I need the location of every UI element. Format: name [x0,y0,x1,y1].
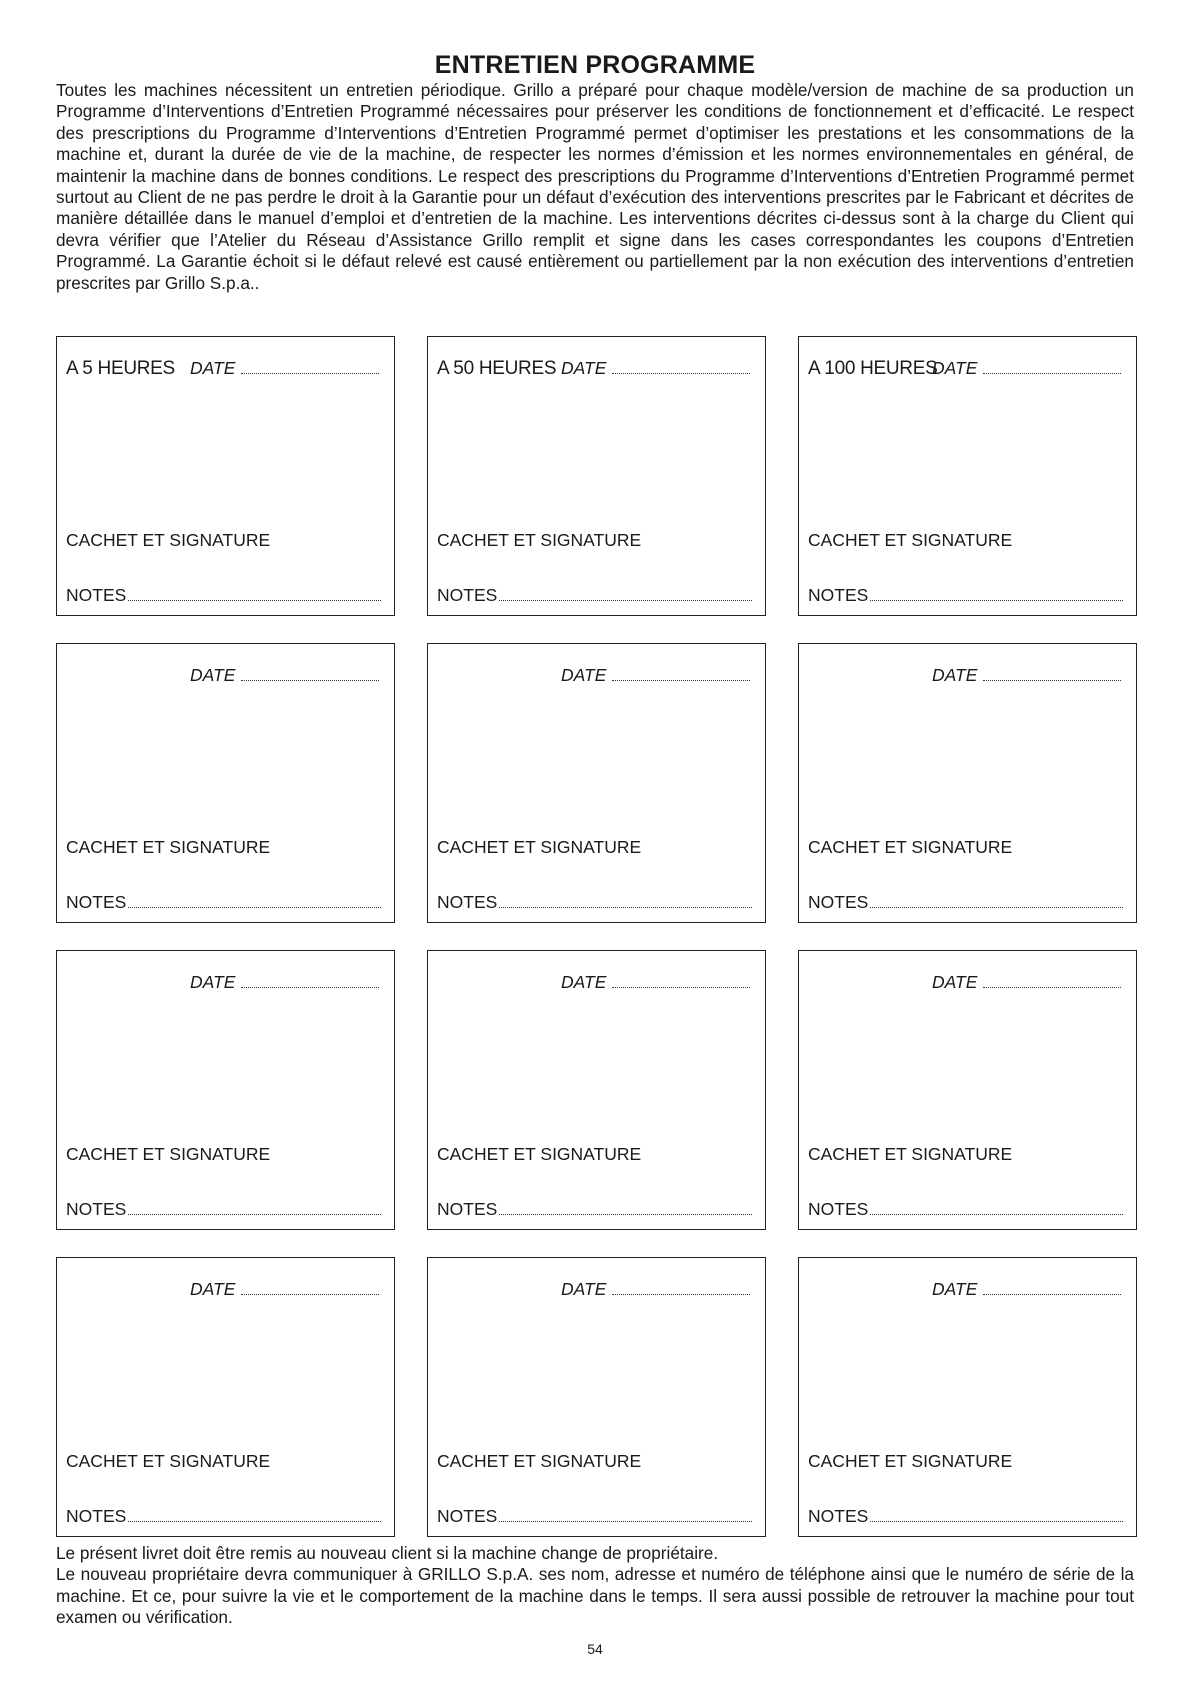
date-field[interactable] [983,986,1121,988]
notes-field[interactable] [870,1213,1123,1215]
date-field[interactable] [983,372,1121,374]
notes-field[interactable] [870,1520,1123,1522]
maintenance-coupon [427,336,766,616]
coupon-header [808,357,1127,381]
signature-label: CACHET ET SIGNATURE [808,837,1013,857]
date-label: DATE [561,972,607,992]
signature-label: CACHET ET SIGNATURE [437,837,642,857]
date-label: DATE [932,358,978,378]
notes-label: NOTES [808,892,869,912]
notes-label: NOTES [437,585,498,605]
maintenance-coupon [798,643,1137,923]
signature-label: CACHET ET SIGNATURE [66,1144,271,1164]
notes-row [437,892,756,913]
coupon-hours: A 50 HEURES [437,358,557,379]
maintenance-coupon [798,336,1137,616]
notes-row [66,585,385,606]
notes-label: NOTES [808,1199,869,1219]
outro-line-2: Le nouveau propriétaire devra communiquer à GRILLO S.p.A. ses nom, adresse et numéro de téléphone ainsi que le numéro de série de la machine. Et ce, pour suivre la vie et le comportement de la machine dans le temps. Il sera aussi possible de retrouver la machine pour tout examen ou vérification. [56,1564,1134,1628]
maintenance-coupon [427,1257,766,1537]
notes-label: NOTES [437,892,498,912]
notes-row [808,892,1127,913]
notes-label: NOTES [808,1506,869,1526]
date-field[interactable] [983,679,1121,681]
maintenance-coupon [427,950,766,1230]
maintenance-coupon [56,1257,395,1537]
maintenance-coupon [798,1257,1137,1537]
outro-line-1: Le présent livret doit être remis au nouveau client si la machine change de propriétaire. [56,1543,719,1563]
signature-label: CACHET ET SIGNATURE [437,530,642,550]
date-label: DATE [561,1279,607,1299]
notes-label: NOTES [66,585,127,605]
date-field[interactable] [241,679,379,681]
notes-label: NOTES [66,1506,127,1526]
coupon-header [437,1278,756,1302]
notes-label: NOTES [66,1199,127,1219]
signature-label: CACHET ET SIGNATURE [66,1451,271,1471]
page-title: ENTRETIEN PROGRAMME [434,51,756,79]
coupon-header [437,971,756,995]
coupon-header [808,1278,1127,1302]
coupon-hours: A 5 HEURES [66,358,175,379]
notes-row [66,1199,385,1220]
notes-field[interactable] [499,599,752,601]
date-field[interactable] [612,372,750,374]
notes-field[interactable] [128,1520,381,1522]
coupon-header [808,664,1127,688]
coupon-header [808,971,1127,995]
date-label: DATE [190,972,236,992]
signature-label: CACHET ET SIGNATURE [437,1144,642,1164]
notes-row [437,1199,756,1220]
notes-label: NOTES [437,1506,498,1526]
coupon-header [66,1278,385,1302]
signature-label: CACHET ET SIGNATURE [437,1451,642,1471]
maintenance-coupon [56,643,395,923]
date-field[interactable] [241,1293,379,1295]
date-label: DATE [190,665,236,685]
maintenance-coupon [798,950,1137,1230]
intro-paragraph: Toutes les machines nécessitent un entretien périodique. Grillo a préparé pour chaque modèle/version de machine de sa production un Programme d’Interventions d’Entretien Programmé nécessaires pour préserver les conditions de fonctionnement et d’efficacité. Le respect des prescriptions du Programme d’Interventions d’Entretien Programmé permet d’optimiser les prestations et les consommations de la machine et, durant la durée de vie de la machine, de respecter les normes d’émission et les normes environnementales en général, de maintenir la machine dans de bonnes conditions. Le respect des prescriptions du Programme d’Interventions d’Entretien Programmé permet surtout au Client de ne pas perdre le droit à la Garantie pour un défaut d’exécution des interventions prescrites par le Fabricant et décrites de manière détaillée dans le manuel d’emploi et d’entretien de la machine. Les interventions décrites ci-dessus sont à la charge du Client qui devra vérifier que l’Atelier du Réseau d’Assistance Grillo remplit et signe dans les cases correspondantes les coupons d’Entretien Programmé. La Garantie échoit si le défaut relevé est causé entièrement ou partiellement par la non exécution des interventions d’entretien prescrites par Grillo S.p.a.. [56,80,1134,293]
date-label: DATE [561,665,607,685]
maintenance-coupon-grid [56,336,1138,1536]
maintenance-coupon [56,336,395,616]
signature-label: CACHET ET SIGNATURE [66,837,271,857]
notes-field[interactable] [870,906,1123,908]
page-number: 54 [587,1641,603,1657]
notes-field[interactable] [870,599,1123,601]
notes-label: NOTES [66,892,127,912]
notes-label: NOTES [808,585,869,605]
coupon-hours: A 100 HEURES [808,358,938,379]
notes-row [66,892,385,913]
date-field[interactable] [612,986,750,988]
notes-field[interactable] [128,599,381,601]
date-field[interactable] [241,986,379,988]
coupon-header [437,357,756,381]
notes-label: NOTES [437,1199,498,1219]
notes-field[interactable] [499,1213,752,1215]
date-field[interactable] [983,1293,1121,1295]
maintenance-coupon [427,643,766,923]
notes-row [808,585,1127,606]
signature-label: CACHET ET SIGNATURE [808,1451,1013,1471]
ownership-transfer-note [56,1543,1134,1629]
coupon-header [437,664,756,688]
notes-field[interactable] [128,906,381,908]
date-label: DATE [932,665,978,685]
maintenance-coupon [56,950,395,1230]
date-label: DATE [190,1279,236,1299]
date-label: DATE [190,358,236,378]
date-field[interactable] [612,679,750,681]
notes-field[interactable] [499,906,752,908]
notes-row [808,1506,1127,1527]
signature-label: CACHET ET SIGNATURE [808,1144,1013,1164]
coupon-header [66,357,385,381]
notes-row [808,1199,1127,1220]
date-label: DATE [561,358,607,378]
date-field[interactable] [241,372,379,374]
notes-row [66,1506,385,1527]
date-label: DATE [932,1279,978,1299]
signature-label: CACHET ET SIGNATURE [808,530,1013,550]
notes-field[interactable] [499,1520,752,1522]
date-field[interactable] [612,1293,750,1295]
coupon-header [66,664,385,688]
notes-field[interactable] [128,1213,381,1215]
notes-row [437,585,756,606]
coupon-header [66,971,385,995]
signature-label: CACHET ET SIGNATURE [66,530,271,550]
notes-row [437,1506,756,1527]
date-label: DATE [932,972,978,992]
